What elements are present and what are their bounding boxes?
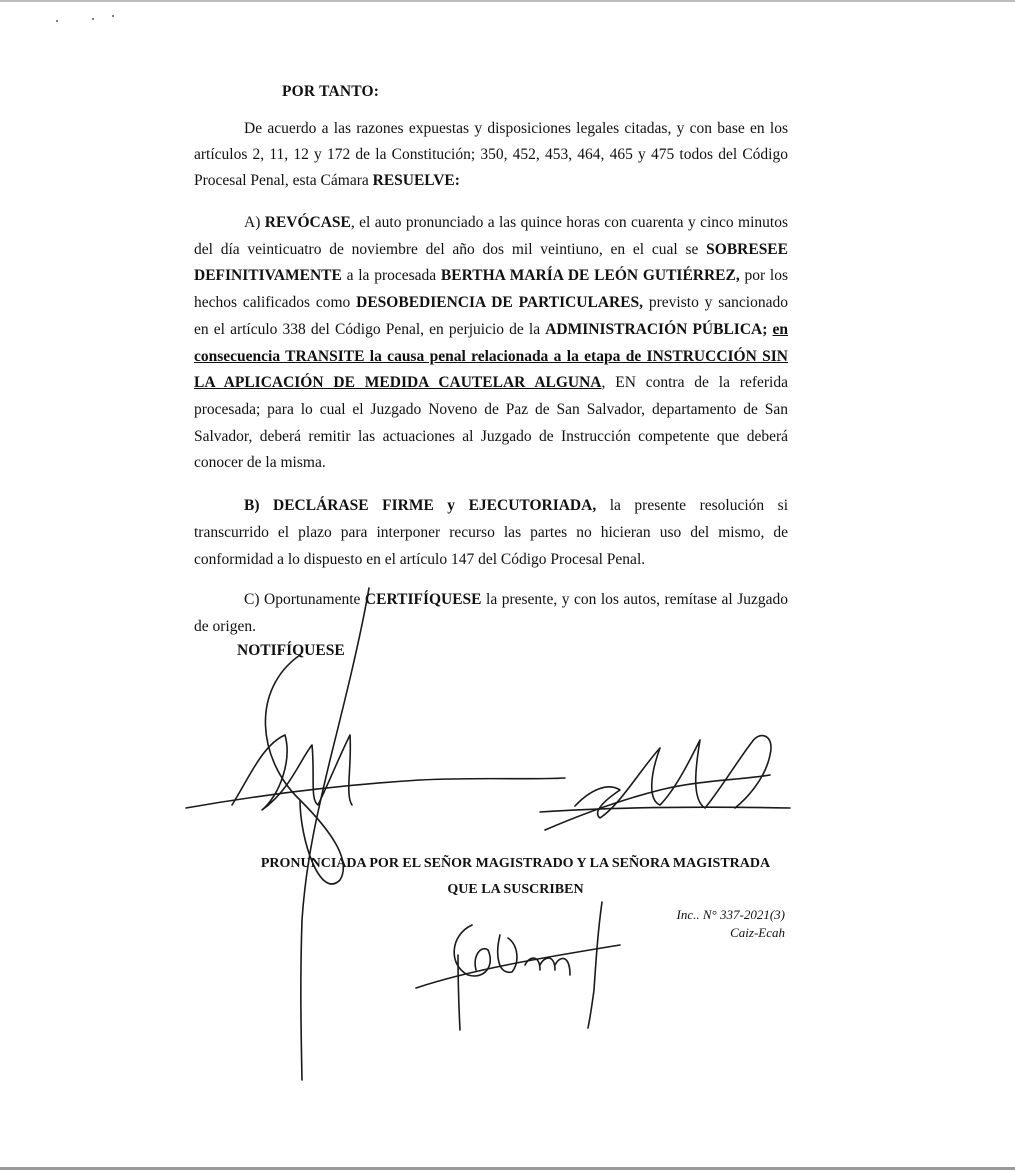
scan-speck <box>112 15 114 17</box>
pronounced-by <box>243 851 788 903</box>
signature-bottom <box>588 902 602 1028</box>
scan-speck <box>92 18 94 20</box>
paragraph-a-text-4: previsto y sancionado en el artículo 338 del Código Penal, en perjuicio de la <box>194 294 788 338</box>
paragraph-c <box>194 586 788 640</box>
signature-left-loop <box>265 655 343 884</box>
page-top-edge <box>0 0 1015 2</box>
offense-name: DESOBEDIENCIA DE PARTICULARES, <box>356 294 644 312</box>
scan-speck <box>56 20 58 22</box>
revocase-label: REVÓCASE <box>264 214 351 231</box>
section-heading: POR TANTO: <box>282 83 380 100</box>
victim-name: ADMINISTRACIÓN PÚBLICA; <box>545 320 768 338</box>
signature-left-baseline <box>186 778 565 808</box>
signature-right-letters <box>575 736 771 818</box>
resuelve-label: RESUELVE: <box>372 172 460 189</box>
signature-right-baseline <box>540 807 790 812</box>
case-reference <box>625 906 785 942</box>
case-number: Inc.. N° 337-2021(3) <box>676 907 785 922</box>
paragraph-a-text-1: , el auto pronunciado a las quince horas con cuarenta y cinco minutos del día veinticuatro de noviembre del año dos mil veintiuno, en el cual se <box>194 214 788 258</box>
signature-bottom-letters <box>454 925 570 976</box>
paragraph-c-text: la presente, y con los autos, remítase al Juzgado de origen. <box>194 591 788 635</box>
paragraph-b-text: la presente resolución si transcurrido el plazo para interponer recurso las partes no hicieran uso del mismo, de conformidad a lo dispuesto en el artículo 147 del Código Procesal Penal. <box>194 497 788 568</box>
paragraph-c-intro: C) Oportunamente <box>244 591 365 608</box>
paragraph-a-text-2: a la procesada <box>341 267 441 285</box>
defendant-name: BERTHA MARÍA DE LEÓN GUTIÉRREZ, <box>440 267 740 285</box>
item-label-a: A) <box>244 214 265 231</box>
paragraph-a <box>194 210 788 477</box>
item-label-b: B) <box>244 497 274 514</box>
signature-right <box>545 775 770 830</box>
paragraph-a-text-3: por los hechos calificados como <box>194 267 788 312</box>
signature-bottom-stroke <box>458 955 460 1030</box>
paragraph-basis <box>194 116 788 194</box>
pronounced-line-2: QUE LA SUSCRIBEN <box>447 882 584 897</box>
sobresee-label: SOBRESEE DEFINITIVAMENTE <box>194 240 788 285</box>
certifiquese-label: CERTIFÍQUESE <box>364 591 482 608</box>
signature-left-letters <box>232 735 352 810</box>
signature-left <box>301 588 369 1080</box>
firme-label: DECLÁRASE FIRME y EJECUTORIADA, <box>273 497 597 514</box>
transit-order: en consecuencia TRANSITE la causa penal relacionada a la etapa de INSTRUCCIÓN SIN LA APLICACIÓN DE MEDIDA CAUTELAR ALGUNA <box>194 320 789 392</box>
notifiquese-label: NOTIFÍQUESE <box>237 642 345 659</box>
pronounced-line-1: PRONUNCIADA POR EL SEÑOR MAGISTRADO Y LA SEÑORA MAGISTRADA <box>260 856 771 871</box>
basis-text: De acuerdo a las razones expuestas y disposiciones legales citadas, y con base en los artículos 2, 11, 12 y 172 de la Constitución; 350, 452, 453, 464, 465 y 475 todos del Código Procesal Penal, esta Cámara <box>194 120 788 189</box>
clerk-initials: Caiz-Ecah <box>730 925 785 940</box>
paragraph-a-text-6: , EN contra de la referida procesada; para lo cual el Juzgado Noveno de Paz de San Salvador, departamento de San Salvador, deberá remitir las actuaciones al Juzgado de Instrucción competente que deberá conocer de la misma. <box>194 374 788 472</box>
paragraph-b <box>194 492 788 573</box>
signature-bottom-baseline <box>416 945 620 988</box>
